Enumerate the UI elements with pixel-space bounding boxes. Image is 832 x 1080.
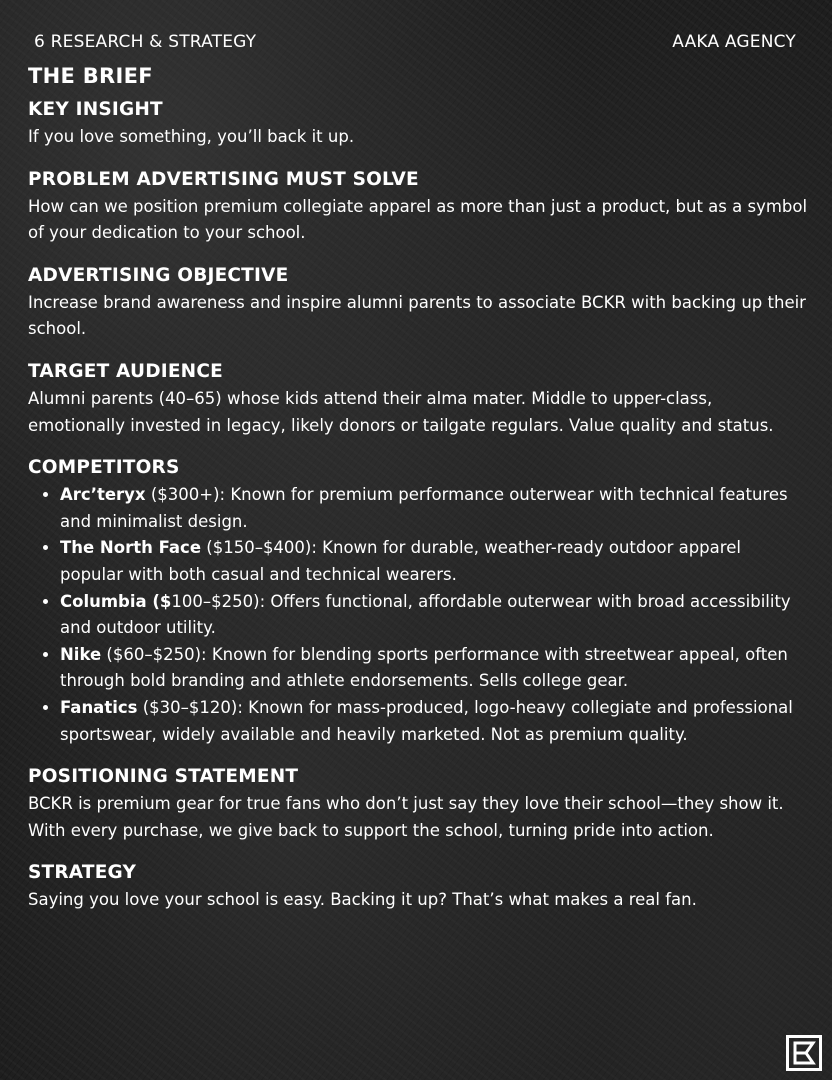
section-body: Increase brand awareness and inspire alumni parents to associate BCKR with backing up their school. — [28, 292, 806, 339]
section-competitors — [28, 456, 808, 748]
section-body: If you love something, you’ll back it up. — [28, 127, 355, 146]
header-section-label: 6 RESEARCH & STRATEGY — [34, 32, 257, 52]
competitor-name: Fanatics — [60, 697, 138, 717]
list-item — [60, 535, 808, 588]
competitor-description: 100–$250): Offers functional, affordable outerwear with broad accessibility and outdoor utility. — [60, 591, 791, 638]
page-header — [34, 32, 796, 52]
competitor-name: The North Face — [60, 538, 202, 558]
section-body: BCKR is premium gear for true fans who don’t just say they love their school—they show it. With every purchase, we give back to support the school, turning pride into action. — [28, 794, 784, 840]
header-agency-name: AAKA AGENCY — [672, 32, 796, 52]
list-item — [60, 482, 808, 535]
list-item — [60, 642, 808, 695]
section-heading: PROBLEM ADVERTISING MUST SOLVE — [28, 168, 419, 190]
list-item — [60, 589, 808, 642]
section-body: Saying you love your school is easy. Backing it up? That’s what makes a real fan. — [28, 890, 697, 910]
bckr-logo-icon — [786, 1035, 822, 1071]
competitor-name: Arc’teryx — [60, 485, 146, 505]
section-body: Alumni parents (40–65) whose kids attend their alma mater. Middle to upper-class, emotionally invested in legacy, likely donors or tailgate regulars. Value quality and status. — [28, 388, 774, 435]
section-heading: STRATEGY — [28, 862, 137, 884]
brief-content — [28, 64, 808, 931]
competitor-description: ($300+): Known for premium performance outerwear with technical features and minimalist design. — [60, 485, 788, 531]
section-heading: KEY INSIGHT — [28, 99, 163, 120]
competitor-description: ($150–$400): Known for durable, weather-ready outdoor apparel popular with both casual and technical wearers. — [60, 538, 741, 584]
section-heading: POSITIONING STATEMENT — [28, 766, 299, 788]
list-item — [60, 695, 808, 748]
competitor-description: ($30–$120): Known for mass-produced, logo-heavy collegiate and professional sportswear, widely available and heavily marketed. Not as premium quality. — [60, 697, 793, 744]
section-key-insight — [28, 98, 808, 151]
competitor-description: ($60–$250): Known for blending sports performance with streetwear appeal, often through bold branding and athlete endorsements. Sells college gear. — [60, 644, 788, 691]
section-problem — [28, 168, 808, 247]
page-title: THE BRIEF — [28, 64, 153, 88]
section-objective — [28, 264, 808, 343]
competitor-name: Columbia ($ — [60, 591, 172, 611]
section-positioning — [28, 765, 808, 844]
competitor-list — [28, 482, 808, 748]
section-target-audience — [28, 360, 808, 439]
competitor-name: Nike — [60, 644, 102, 664]
section-strategy — [28, 861, 808, 914]
section-heading: COMPETITORS — [28, 457, 180, 479]
section-heading: ADVERTISING OBJECTIVE — [28, 264, 289, 286]
section-heading: TARGET AUDIENCE — [28, 360, 223, 382]
section-body: How can we position premium collegiate apparel as more than just a product, but as a symbol of your dedication to your school. — [28, 196, 808, 243]
